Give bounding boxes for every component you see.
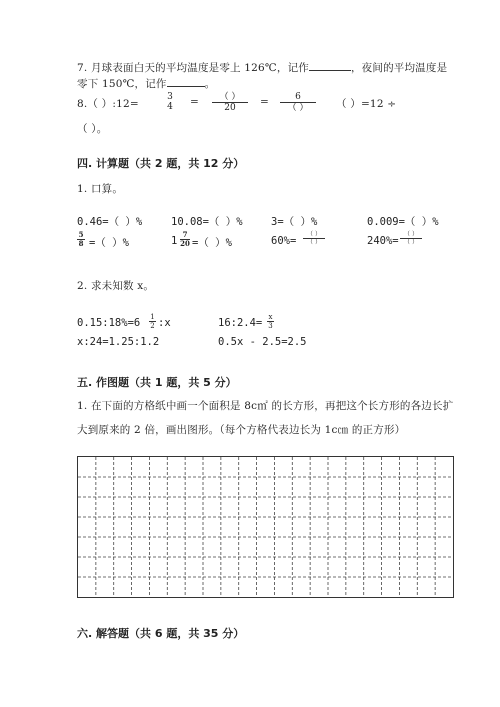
q8-eq1: =: [190, 96, 199, 108]
q8-frac2-num[interactable]: （ ）: [212, 92, 248, 103]
eq1-tail: :x: [158, 317, 171, 329]
section6-title: 六. 解答题（共 6 题，共 35 分）: [77, 627, 245, 640]
section5-line1: 1. 在下面的方格纸中画一个面积是 8c㎡ 的长方形，再把这个长方形的各边长扩: [77, 400, 454, 412]
section4-q2-title: 2. 求未知数 x。: [77, 280, 155, 292]
calc-r2-c2-den: 20: [180, 239, 190, 248]
calc-r1-c2[interactable]: 10.08=（ ）%: [171, 216, 243, 228]
section4-q1-title: 1. 口算。: [77, 183, 124, 195]
q7-line1-text: 7. 月球表面白天的平均温度是零上 126℃，记作: [77, 62, 309, 74]
eq1-den: 2: [150, 322, 155, 330]
eq1-head: 0.15:18%=6: [77, 317, 141, 329]
calc-r1-c1[interactable]: 0.46=（ ）%: [77, 216, 143, 228]
calc-r2-c3-num[interactable]: （ ）: [303, 231, 325, 239]
calc-r1-c4[interactable]: 0.009=（ ）%: [367, 216, 439, 228]
q8-fraction-2: [212, 92, 248, 113]
q7-line2-tail: 。: [204, 78, 216, 90]
calc-r2-c4-frac[interactable]: [400, 231, 422, 246]
calc-r2-c1-den: 8: [78, 239, 84, 248]
calc-r2-c2-tail[interactable]: =（ ）%: [192, 237, 232, 249]
q8-line2[interactable]: （ ）。: [77, 123, 108, 135]
q7-line1-tail: ，夜间的平均温度是: [350, 62, 448, 74]
q8-eq2: =: [260, 96, 269, 108]
q8-frac3-num: 6: [280, 92, 316, 103]
calc-r2-c3-head: 60%=: [271, 235, 297, 247]
eq1-num: 1: [150, 313, 155, 321]
section5-title: 五. 作图题（共 1 题，共 5 分）: [77, 376, 237, 389]
calc-r2-c4-den[interactable]: （ ）: [404, 239, 418, 246]
q8-tail[interactable]: （ ）=12 ÷: [336, 98, 397, 110]
eq2-head: 16:2.4=: [218, 317, 263, 329]
eq2-num: x: [268, 313, 273, 321]
grid-paper[interactable]: [77, 456, 454, 598]
calc-r2-c1-tail[interactable]: =（ ）%: [89, 237, 129, 249]
q8-frac2-den: 20: [224, 103, 236, 113]
eq3: x:24=1.25:1.2: [77, 336, 160, 348]
q7-line2-text: 零下 150℃，记作: [77, 78, 167, 90]
q8-frac1-num: 3: [167, 92, 173, 102]
eq2-den: 3: [268, 322, 273, 330]
calc-r2-c1-num: 5: [78, 230, 84, 239]
eq4: 0.5x - 2.5=2.5: [218, 336, 307, 348]
q8-prefix: 8.（ ）:12=: [77, 98, 139, 110]
calc-r1-c3[interactable]: 3=（ ）%: [271, 216, 318, 228]
calc-r2-c4-num[interactable]: （ ）: [400, 231, 422, 239]
q7-line1: [77, 60, 447, 75]
grid-lines: [78, 457, 453, 597]
calc-r2-c4-head: 240%=: [367, 235, 399, 247]
calc-r2-c2-whole: 1: [171, 235, 178, 247]
calc-r2-c2-num: 7: [180, 231, 190, 240]
q7-line2: [77, 76, 215, 91]
q7-blank-night[interactable]: [167, 86, 205, 87]
calc-r2-c2-frac: [180, 231, 190, 248]
calc-r2-c3-frac[interactable]: [303, 231, 325, 246]
q7-blank-day[interactable]: [309, 70, 351, 71]
section4-title: 四. 计算题（共 2 题，共 12 分）: [77, 157, 245, 170]
calc-r2-c3-den[interactable]: （ ）: [307, 239, 321, 246]
q8-fraction-1: [163, 92, 177, 112]
q8-frac3-den[interactable]: （ ）: [287, 103, 309, 113]
eq1-frac: [149, 313, 156, 330]
section5-line2: 大到原来的 2 倍，画出图形。（每个方格代表边长为 1c㎝ 的正方形）: [77, 424, 406, 436]
calc-r2-c1-frac: [77, 231, 85, 248]
q8-fraction-3: [280, 92, 316, 113]
q8-frac1-den: 4: [167, 102, 173, 112]
eq2-frac: [267, 313, 274, 330]
